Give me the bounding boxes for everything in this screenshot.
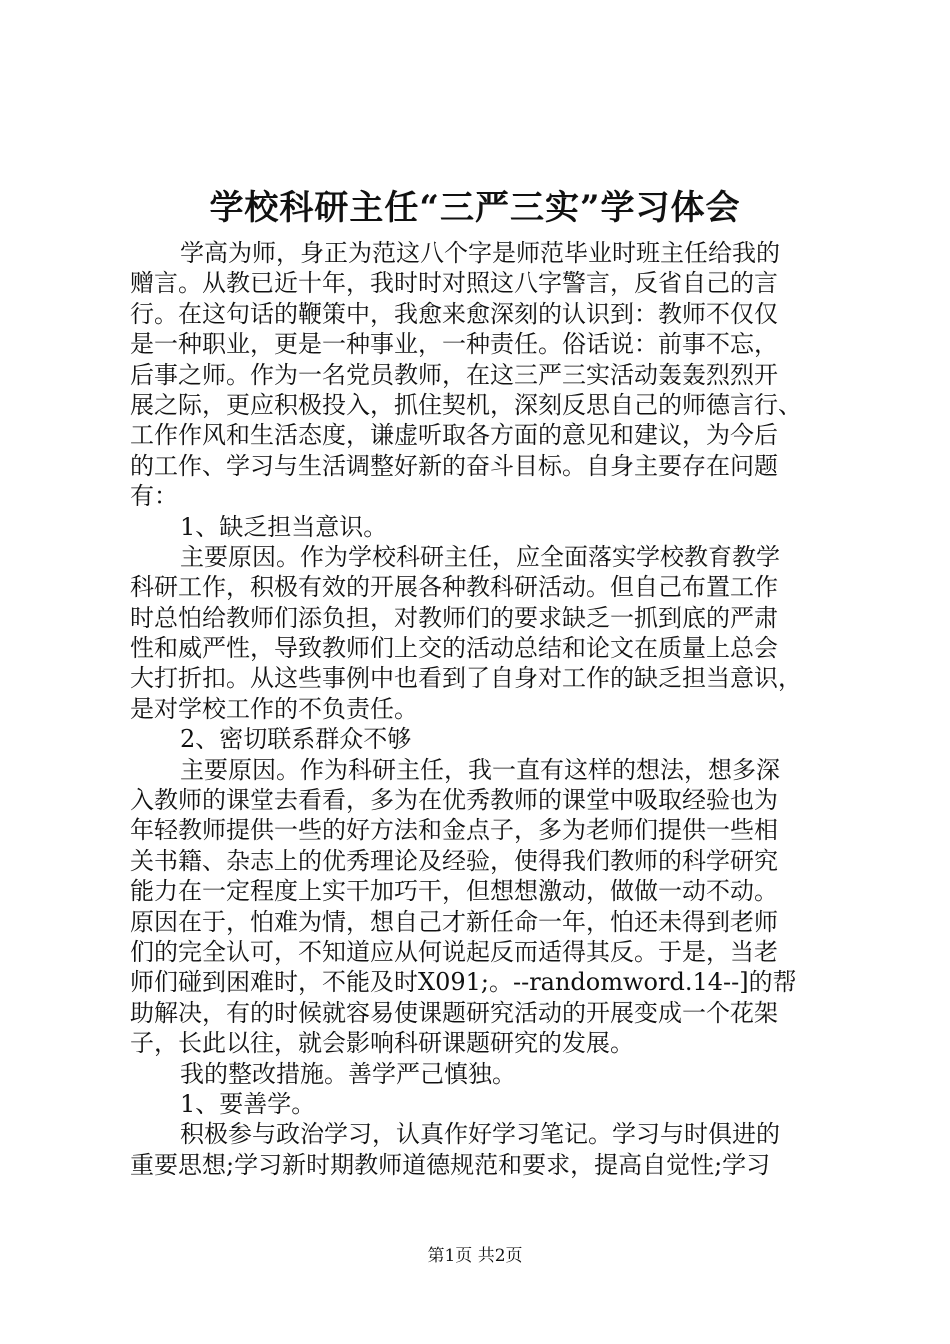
paragraph-line: 是对学校工作的不负责任。 — [130, 694, 418, 723]
section-heading: 1、缺乏担当意识。 — [180, 512, 388, 541]
paragraph-line: 学高为师，身正为范这八个字是师范毕业时班主任给我的 — [180, 239, 780, 267]
paragraph-line: 是一种职业，更是一种事业，一种责任。俗话说：前事不忘， — [130, 330, 778, 359]
paragraph-line: 入教师的课堂去看看，多为在优秀教师的课堂中吸取经验也为 — [130, 786, 778, 815]
paragraph-line: 原因在于，怕难为情，想自己才新任命一年，怕还未得到老师 — [130, 907, 778, 936]
section-heading: 我的整改措施。善学严己慎独。 — [180, 1059, 516, 1088]
paragraph-line: 大打折扣。从这些事例中也看到了自身对工作的缺乏担当意识， — [130, 664, 802, 693]
paragraph-line: 们的完全认可，不知道应从何说起反而适得其反。于是，当老 — [130, 937, 778, 966]
paragraph-line: 助解决，有的时候就容易使课题研究活动的开展变成一个花架 — [130, 998, 778, 1027]
document-body — [130, 238, 830, 1180]
section-heading: 2、密切联系群众不够 — [180, 725, 412, 754]
section-heading: 1、要善学。 — [180, 1089, 316, 1118]
paragraph-line: 行。在这句话的鞭策中，我愈来愈深刻的认识到：教师不仅仅 — [130, 299, 778, 328]
paragraph-line: 的工作、学习与生活调整好新的奋斗目标。自身主要存在问题 — [130, 451, 778, 480]
paragraph-line: 工作作风和生活态度，谦虚听取各方面的意见和建议，为今后 — [130, 421, 778, 450]
paragraph-line: 性和威严性，导致教师们上交的活动总结和论文在质量上总会 — [130, 634, 778, 663]
paragraph-line: 主要原因。作为学校科研主任，应全面落实学校教育教学 — [180, 542, 780, 571]
paragraph-line: 能力在一定程度上实干加巧干，但想想激动，做做一动不动。 — [130, 877, 778, 906]
paragraph-line: 后事之师。作为一名党员教师，在这三严三实活动轰轰烈烈开 — [130, 360, 778, 389]
paragraph-line: 重要思想;学习新时期教师道德规范和要求，提高自觉性;学习 — [130, 1150, 771, 1179]
paragraph-line: 积极参与政治学习，认真作好学习笔记。学习与时俱进的 — [180, 1120, 780, 1149]
paragraph-line: 展之际，更应积极投入，抓住契机，深刻反思自己的师德言行、 — [130, 390, 802, 419]
document-title: 学校科研主任“三严三实”学习体会 — [209, 188, 741, 228]
paragraph-line: 子，长此以往，就会影响科研课题研究的发展。 — [130, 1029, 634, 1058]
paragraph-line: 有： — [130, 482, 178, 511]
paragraph-line: 时总怕给教师们添负担，对教师们的要求缺乏一抓到底的严肃 — [130, 603, 778, 632]
paragraph-line: 科研工作，积极有效的开展各种教科研活动。但自己布置工作 — [130, 573, 778, 602]
paragraph-line: 师们碰到困难时，不能及时X091;。--randomword.14--]的帮 — [130, 968, 797, 997]
paragraph-line: 赠言。从教已近十年，我时时对照这八字警言，反省自己的言 — [130, 269, 778, 298]
page-footer: 第1页 共2页 — [427, 1246, 523, 1266]
paragraph-line: 关书籍、杂志上的优秀理论及经验，使得我们教师的科学研究 — [130, 846, 778, 875]
paragraph-line: 主要原因。作为科研主任，我一直有这样的想法，想多深 — [180, 755, 780, 784]
paragraph-line: 年轻教师提供一些的好方法和金点子，多为老师们提供一些相 — [130, 816, 778, 845]
